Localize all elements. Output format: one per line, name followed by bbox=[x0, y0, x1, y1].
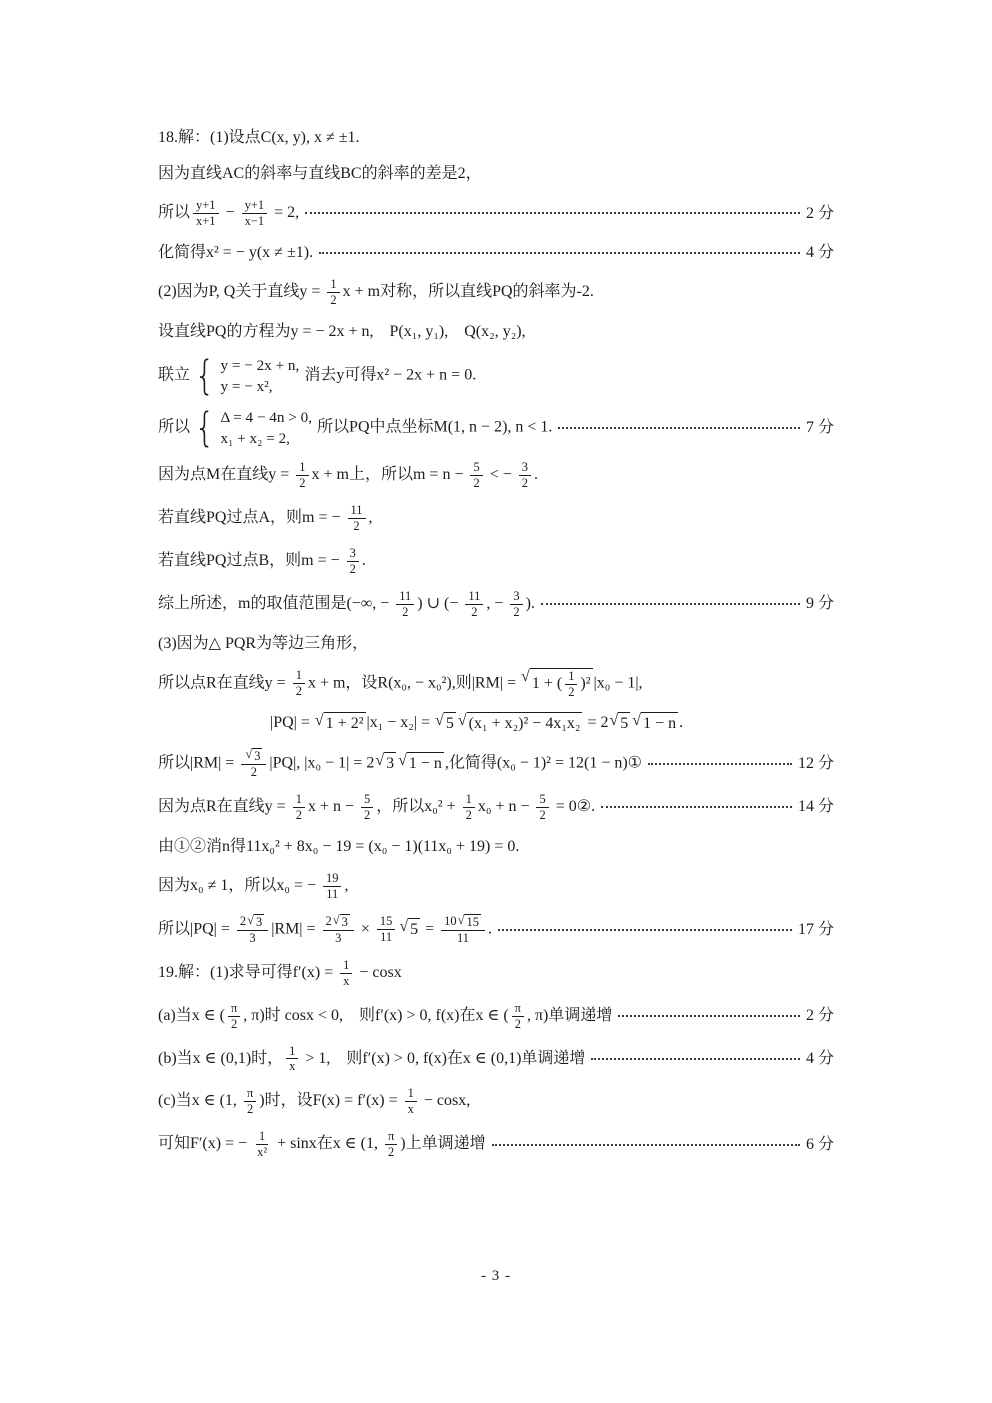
square-root: √ 1 + ( $\frac{1}{2}$ )² bbox=[521, 667, 591, 699]
fraction: $\frac{11}{2}$ bbox=[396, 589, 414, 620]
line-text: (2)因为P, Q关于直线y = $\frac{1}{2}$ x + m对称，所以直线PQ的斜率为-2. bbox=[158, 276, 594, 307]
solution-line bbox=[158, 241, 834, 265]
solution-line bbox=[158, 871, 834, 902]
solution-line bbox=[158, 404, 834, 451]
dot-leader bbox=[305, 212, 800, 214]
fraction: $\frac{1}{2}$ bbox=[327, 277, 339, 308]
fraction: $\frac{\pi}{2}$ bbox=[512, 1001, 524, 1032]
square-root: √ 5 bbox=[610, 712, 631, 735]
solution-line bbox=[158, 198, 834, 229]
fraction: $\frac{\pi}{2}$ bbox=[385, 1129, 397, 1160]
fraction: $\frac{y+1}{x+1}$ bbox=[193, 198, 219, 229]
line-text: 所以点R在直线y = $\frac{1}{2}$ x + m，设R(x₀, − x₀²),则|RM| = √ 1 + ( $\frac{1}{2}$ )² |x₀ − 1|, bbox=[158, 667, 643, 699]
fraction: $\frac{1}{2}$ bbox=[296, 460, 308, 491]
line-text: 所以|PQ| = 2 √ 3 3 |RM| = 2 √ 3 3 × $\frac{15}{11}$ √ 5 = 10 √ 15 11 . bbox=[158, 912, 492, 945]
square-root: √ 5 bbox=[399, 918, 420, 941]
dot-leader bbox=[498, 929, 792, 931]
fraction: √ 3 2 bbox=[241, 748, 266, 780]
solution-content bbox=[158, 126, 834, 1172]
line-text: 18.解：(1)设点C(x, y), x ≠ ±1. bbox=[158, 129, 360, 147]
line-text: 联立 { y = − 2x + n, y = − x², 消去y可得x² − 2x + n = 0. bbox=[158, 352, 477, 399]
line-text: 因为x₀ ≠ 1，所以x₀ = − $\frac{19}{11}$ , bbox=[158, 870, 349, 901]
solution-line bbox=[158, 352, 834, 399]
solution-line bbox=[158, 1129, 834, 1160]
line-text: |PQ| = √ 1 + 2² |x₁ − x₂| = √ 5 √ (x₁ + x₂)² − 4x₁x₂ = 2 √ 5 √ 1 − n . bbox=[270, 712, 683, 735]
line-text: 综上所述，m的取值范围是(−∞, − $\frac{11}{2}$ ) ∪ (− $\frac{11}{2}$ , − $\frac{3}{2}$ ). bbox=[158, 588, 535, 619]
solution-line bbox=[158, 835, 834, 859]
left-brace: { bbox=[194, 404, 215, 451]
line-text: 所以 { Δ = 4 − 4n > 0, x₁ + x₂ = 2, 所以PQ中点坐标M(1, n − 2), n < 1. bbox=[158, 404, 553, 451]
fraction: $\frac{1}{\text{x²}}$ bbox=[257, 1129, 268, 1160]
fraction: $\frac{15}{11}$ bbox=[377, 914, 395, 945]
page-number: - 3 - bbox=[481, 1268, 511, 1284]
score-label: 2 分 bbox=[805, 204, 834, 222]
fraction: $\frac{3}{2}$ bbox=[510, 589, 522, 620]
square-root: √ 3 bbox=[245, 746, 261, 763]
fraction: $\frac{1}{2}$ bbox=[565, 669, 577, 700]
solution-line bbox=[158, 503, 834, 534]
line-text: 化简得x² = − y(x ≠ ±1). bbox=[158, 244, 314, 262]
dot-leader bbox=[558, 427, 800, 429]
fraction: $\frac{11}{2}$ bbox=[348, 503, 366, 534]
square-root: √ 3 bbox=[332, 912, 348, 929]
fraction: $\frac{\pi}{2}$ bbox=[244, 1086, 256, 1117]
solution-line bbox=[158, 162, 834, 186]
line-text: 因为直线AC的斜率与直线BC的斜率的差是2， bbox=[158, 165, 482, 183]
square-root: √ 1 − n bbox=[398, 752, 444, 775]
equation-system: { y = − 2x + n, y = − x², bbox=[194, 352, 300, 399]
square-root: √ (x₁ + x₂)² − 4x₁x₂ bbox=[458, 712, 583, 735]
dot-leader bbox=[492, 1144, 800, 1146]
line-text: 可知F′(x) = − $\frac{1}{\text{x²}}$ + sinx在x ∈ (1, $\frac{\pi}{2}$ )上单调递增 bbox=[158, 1129, 486, 1160]
solution-line bbox=[158, 1044, 834, 1075]
fraction: $\frac{1}{x}$ bbox=[286, 1044, 298, 1075]
solution-line bbox=[158, 1001, 834, 1032]
score-label: 14 分 bbox=[797, 798, 834, 816]
line-text: (c)当x ∈ (1, $\frac{\pi}{2}$ )时，设F(x) = f′(x) = $\frac{1}{x}$ − cosx, bbox=[158, 1086, 471, 1117]
dot-leader bbox=[319, 252, 800, 254]
solution-line bbox=[158, 126, 834, 150]
dot-leader bbox=[648, 763, 792, 765]
fraction: $\frac{1}{2}$ bbox=[463, 792, 475, 823]
line-text: 所以|RM| = √ 3 2 |PQ|, |x₀ − 1| = 2 √ 3 √ 1 − n ,化简得(x₀ − 1)² = 12(1 − n)① bbox=[158, 746, 643, 779]
solution-line bbox=[158, 460, 834, 491]
line-text: 若直线PQ过点A，则m = − $\frac{11}{2}$ , bbox=[158, 502, 373, 533]
fraction: 2 √ 3 3 bbox=[237, 914, 268, 946]
fraction: $\frac{1}{2}$ bbox=[293, 668, 305, 699]
fraction: $\frac{y+1}{x-1}$ bbox=[242, 198, 268, 229]
score-label: 12 分 bbox=[797, 754, 834, 772]
score-label: 7 分 bbox=[805, 419, 834, 437]
solution-line bbox=[158, 1086, 834, 1117]
dot-leader bbox=[541, 603, 800, 605]
solution-line bbox=[158, 712, 834, 736]
fraction: $\frac{3}{2}$ bbox=[347, 546, 359, 577]
line-text: 设直线PQ的方程为y = − 2x + n, P(x₁, y₁), Q(x₂, y₂), bbox=[158, 323, 526, 341]
fraction: $\frac{5}{2}$ bbox=[536, 792, 548, 823]
solution-line bbox=[158, 320, 834, 344]
fraction: $\frac{1}{x}$ bbox=[340, 958, 352, 989]
line-text: (3)因为△ PQR为等边三角形， bbox=[158, 634, 369, 652]
line-text: 19.解：(1)求导可得f′(x) = $\frac{1}{x}$ − cosx bbox=[158, 957, 402, 988]
solution-line bbox=[158, 546, 834, 577]
square-root: √ 15 bbox=[457, 912, 479, 929]
line-text: 所以 $\frac{y+1}{x+1}$ − $\frac{y+1}{x-1}$ = 2, bbox=[158, 198, 300, 228]
fraction: $\frac{11}{2}$ bbox=[465, 589, 483, 620]
square-root: √ 3 bbox=[247, 912, 263, 929]
square-root: √ 1 + 2² bbox=[315, 712, 366, 735]
line-text: 由①②消n得11x₀² + 8x₀ − 19 = (x₀ − 1)(11x₀ + 19) = 0. bbox=[158, 837, 520, 855]
line-text: (b)当x ∈ (0,1)时， $\frac{1}{x}$ > 1, 则f′(x) > 0, f(x)在x ∈ (0,1)单调递增 bbox=[158, 1043, 586, 1074]
dot-leader bbox=[591, 1058, 800, 1060]
square-root: √ 3 bbox=[375, 752, 396, 775]
square-root: √ 1 − n bbox=[632, 712, 678, 735]
dot-leader bbox=[618, 1015, 800, 1017]
dot-leader bbox=[601, 806, 792, 808]
line-text: 因为点R在直线y = $\frac{1}{2}$ x + n − $\frac{5}{2}$ ，所以x₀² + $\frac{1}{2}$ x₀ + n − $\frac{5}{2}$ = 0②. bbox=[158, 791, 596, 822]
score-label: 17 分 bbox=[797, 920, 834, 938]
line-text: 若直线PQ过点B，则m = − $\frac{3}{2}$ . bbox=[158, 545, 366, 576]
left-brace: { bbox=[194, 352, 215, 399]
fraction: $\frac{1}{x}$ bbox=[405, 1086, 417, 1117]
equation-system: { Δ = 4 − 4n > 0, x₁ + x₂ = 2, bbox=[194, 404, 313, 451]
solution-line bbox=[158, 668, 834, 700]
line-text: (a)当x ∈ ( $\frac{\pi}{2}$ , π)时 cosx < 0, 则f′(x) > 0, f(x)在x ∈ ( $\frac{\pi}{2}$ , π)单调递增 bbox=[158, 1000, 613, 1031]
fraction: 10 √ 15 11 bbox=[441, 914, 485, 946]
score-label: 4 分 bbox=[805, 1050, 834, 1068]
score-label: 9 分 bbox=[805, 595, 834, 613]
fraction: $\frac{5}{2}$ bbox=[470, 460, 482, 491]
solution-line bbox=[158, 792, 834, 823]
solution-line bbox=[158, 632, 834, 656]
score-label: 2 分 bbox=[805, 1007, 834, 1025]
fraction: $\frac{\pi}{2}$ bbox=[228, 1001, 240, 1032]
solution-line bbox=[158, 748, 834, 780]
fraction: $\frac{5}{2}$ bbox=[361, 792, 373, 823]
fraction: $\frac{3}{2}$ bbox=[519, 460, 531, 491]
solution-line bbox=[158, 589, 834, 620]
line-text: 因为点M在直线y = $\frac{1}{2}$ x + m上，所以m = n − $\frac{5}{2}$ < − $\frac{3}{2}$ . bbox=[158, 459, 538, 490]
solution-line bbox=[158, 277, 834, 308]
square-root: √ 5 bbox=[435, 712, 456, 735]
solution-line bbox=[158, 958, 834, 989]
score-label: 4 分 bbox=[805, 244, 834, 262]
fraction: 2 √ 3 3 bbox=[323, 914, 354, 946]
score-label: 6 分 bbox=[805, 1136, 834, 1154]
fraction: $\frac{1}{2}$ bbox=[293, 792, 305, 823]
solution-line bbox=[158, 914, 834, 946]
fraction: $\frac{19}{11}$ bbox=[323, 871, 341, 902]
